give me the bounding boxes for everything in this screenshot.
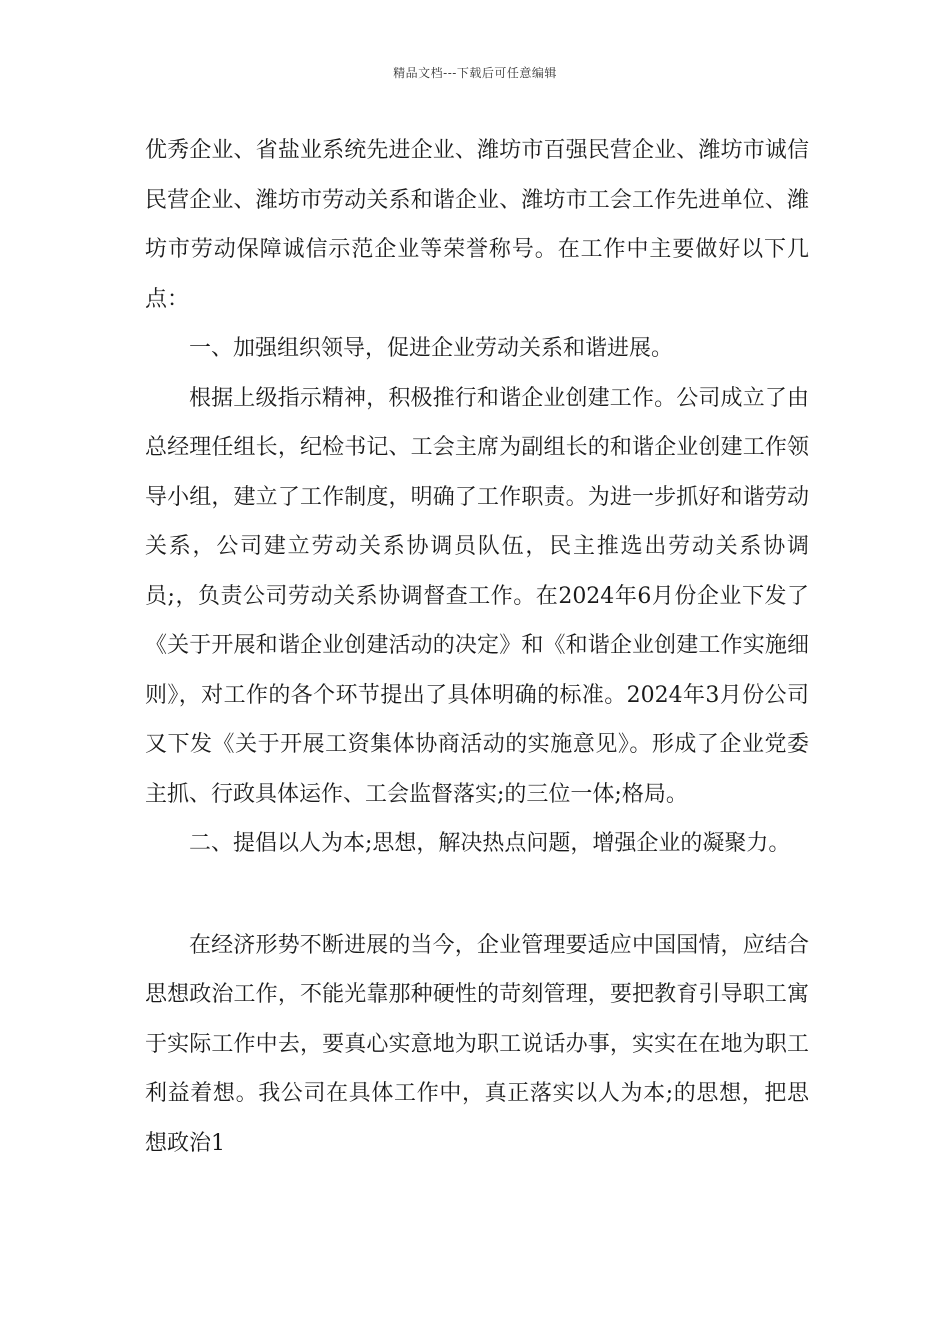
page-header: 精品文档---下载后可任意编辑 xyxy=(393,66,557,80)
document-body xyxy=(145,126,809,1168)
paragraph-section-1: 根据上级指示精神，积极推行和谐企业创建工作。公司成立了由总经理任组长，纪检书记、工会主席为副组长的和谐企业创建工作领导小组，建立了工作制度，明确了工作职责。为进一步抓好和谐劳动关系，公司建立劳动关系协调员队伍，民主推选出劳动关系协调员;，负责公司劳动关系协调督查工作。在2024年6月份企业下发了《关于开展和谐企业创建活动的决定》和《和谐企业创建工作实施细则》，对工作的各个环节提出了具体明确的标准。2024年3月份公司又下发《关于开展工资集体协商活动的实施意见》。形成了企业党委主抓、行政具体运作、工会监督落实;的三位一体;格局。 xyxy=(145,385,809,807)
section-heading-1: 一、加强组织领导，促进企业劳动关系和谐进展。 xyxy=(189,336,674,361)
section-heading-2: 二、提倡以人为本;思想，解决热点问题，增强企业的凝聚力。 xyxy=(189,831,791,856)
paragraph-section-2: 在经济形势不断进展的当今，企业管理要适应中国国情，应结合思想政治工作，不能光靠那种硬性的苛刻管理，要把教育引导职工寓于实际工作中去，要真心实意地为职工说话办事，实实在在地为职工利益着想。我公司在具体工作中，真正落实以人为本;的思想，把思想政治1 xyxy=(145,932,809,1156)
paragraph-continued: 优秀企业、省盐业系统先进企业、潍坊市百强民营企业、潍坊市诚信民营企业、潍坊市劳动关系和谐企业、潍坊市工会工作先进单位、潍坊市劳动保障诚信示范企业等荣誉称号。在工作中主要做好以下几点： xyxy=(145,138,809,312)
